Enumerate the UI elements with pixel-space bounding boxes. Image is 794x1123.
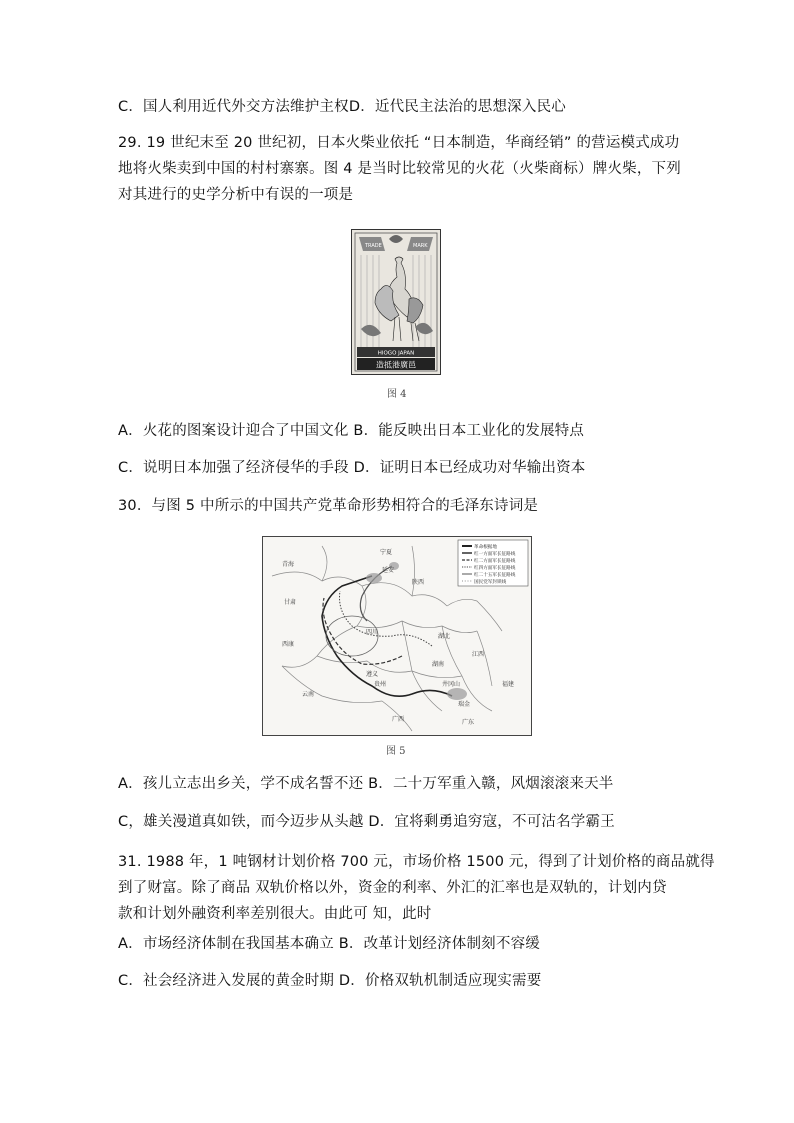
place-label: 湖南 [432,661,445,668]
place-label: 延安 [382,567,395,574]
place-label: 瑞金 [458,701,471,708]
match-label-illustration [351,229,441,375]
place-label: 广西 [392,716,405,723]
figure-4-match-label [351,229,441,375]
place-label: 江西 [472,651,485,658]
legend-item-blockade: 国民党军封锁线 [474,580,507,585]
place-label: 宁夏 [380,549,393,556]
legend-item-route-4: 红四方面军长征路线 [474,566,516,571]
q30-options-cd: C，雄关漫道真如铁，而今迈步从头越 D．宜将剩勇追穷寇，不可沽名学霸王 [118,814,615,830]
bottom-chinese-text: 造抵港廣邑 [376,360,416,370]
q31-options-ab: A．市场经济体制在我国基本确立 B．改革计划经济体制刻不容缓 [118,936,540,952]
trade-mark-right-text: MARK [413,243,428,249]
hiogo-japan-text: HIOGO JAPAN [377,350,415,357]
place-label: 云南 [302,691,315,698]
q31-options-cd: C．社会经济进入发展的黄金时期 D．价格双轨机制适应现实需要 [118,973,542,989]
legend-item-route-25: 红二十五军长征路线 [474,573,516,578]
legend-item-route-1: 红一方面军长征路线 [474,552,516,557]
q30-options-ab: A．孩儿立志出乡关，学不成名誓不还 B．二十万军重入赣，风烟滚滚来天半 [118,776,614,792]
trade-mark-left-text: TRADE [365,243,382,249]
map-legend [458,540,528,586]
q31-stem-line-1: 31. 1988 年，1 吨钢材计划价格 700 元，市场价格 1500 元，得到了计划价格的商品就得 [118,854,715,870]
place-label: 陕西 [412,579,425,586]
place-label: 井冈山 [442,681,461,688]
q30-stem: 30．与图 5 中所示的中国共产党革命形势相符合的毛泽东诗词是 [118,498,539,514]
legend-item-route-2: 红二方面军长征路线 [474,559,516,564]
legend-item-base: 革命根据地 [474,545,497,550]
place-label: 西康 [282,641,295,648]
place-label: 广东 [462,719,475,726]
q29-options-ab: A．火花的图案设计迎合了中国文化 B．能反映出日本工业化的发展特点 [118,423,585,439]
place-label: 福建 [502,681,515,688]
q29-stem-line-1: 29. 19 世纪末至 20 世纪初，日本火柴业依托 “日本制造，华商经销” 的营运模式成功 [118,135,680,151]
q31-stem-line-3: 款和计划外融资利率差别很大。由此可 知，此时 [118,906,432,922]
place-label: 湖北 [438,633,451,640]
place-label: 贵州 [374,681,387,688]
q31-stem-line-2: 到了财富。除了商品 双轨价格以外，资金的利率、外汇的汇率也是双轨的，计划内贷 [118,880,667,896]
place-label: 甘肃 [284,599,297,606]
figure-4-caption: 图 4 [387,389,407,400]
q29-options-cd: C．说明日本加强了经济侵华的手段 D．证明日本已经成功对华输出资本 [118,460,586,476]
long-march-map [262,536,532,736]
q29-stem-line-3: 对其进行的史学分析中有误的一项是 [118,187,354,203]
place-label: 遵义 [366,671,379,678]
q28-options-cd: C．国人利用近代外交方法维护主权D．近代民主法治的思想深入民心 [118,99,566,115]
figure-5-caption: 图 5 [386,746,406,757]
q29-stem-line-2: 地将火柴卖到中国的村村寨寨。图 4 是当时比较常见的火花（火柴商标）牌火柴，下列 [118,161,681,177]
place-label: 青海 [282,561,295,568]
figure-5-long-march-map [262,536,532,736]
place-label: 四川 [366,629,379,636]
